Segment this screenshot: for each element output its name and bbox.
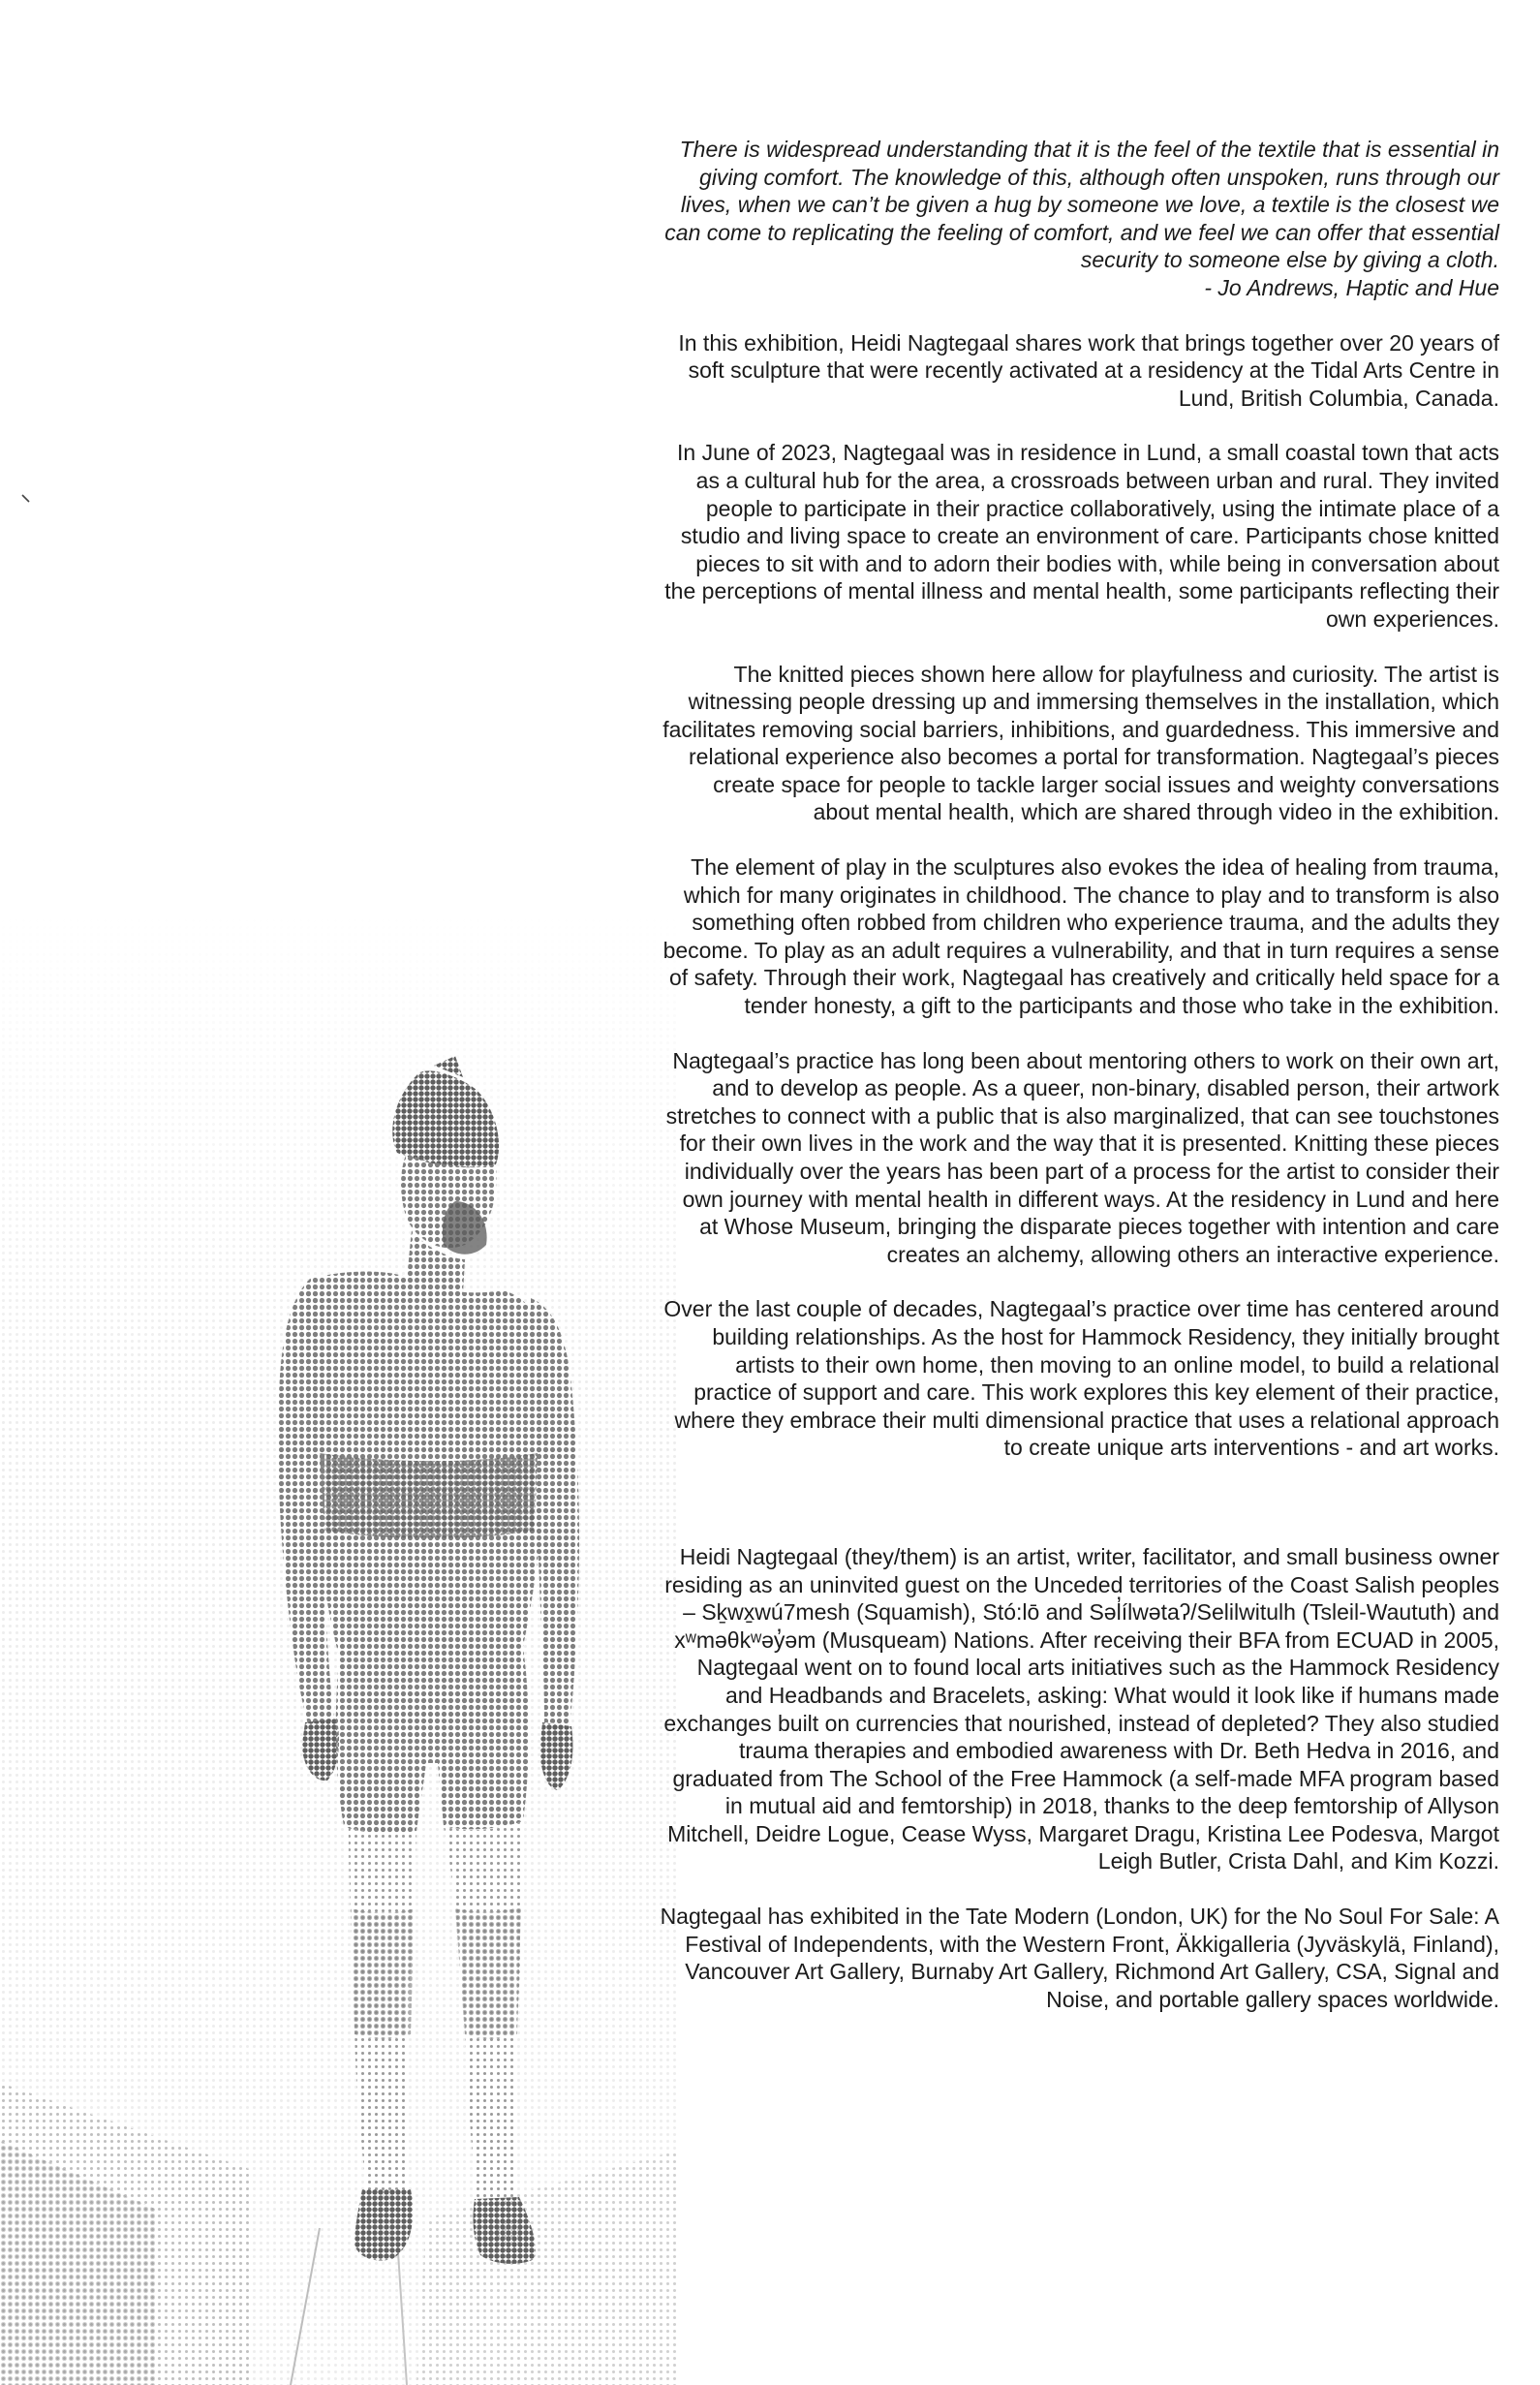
essay-text-column [659, 136, 1499, 2040]
quote-text: There is widespread understanding that it is the feel of the textile that is essential in giving comfort. The knowledge of this, although often unspoken, runs through our lives, when we can’t be given a hug by someone we love, a textile is the closest we can come to replicating the feeling of comfort, and we feel we can offer that essential security to someone else by giving a cloth. [664, 137, 1499, 273]
stray-mark [21, 494, 31, 504]
essay-paragraph: Nagtegaal’s practice has long been about mentoring others to work on their own art, and to develop as people. As a queer, non-binary, disabled person, their artwork stretches to connect with a public that is also marginalized, that can see touchstones for their own lives in the work and the way that it is presented. Knitting these pieces individually over the years has been part of a process for the artist to consider their own journey with mental health in different ways. At the residency in Lund and here at Whose Museum, bringing the disparate pieces together with intention and care creates an alchemy, allowing others an interactive experience. [665, 1047, 1499, 1267]
halftone-portrait-photo [0, 911, 678, 2385]
exhibition-history-paragraph: Nagtegaal has exhibited in the Tate Modern (London, UK) for the No Soul For Sale: A Festival of Independents, with the Western Front, Äkkigalleria (Jyväskylä, Finland), Vancouver Art Gallery, Burnaby Art Gallery, Richmond Art Gallery, CSA, Signal and Noise, and portable gallery spaces worldwide. [660, 1904, 1499, 2012]
essay-paragraph: The knitted pieces shown here allow for playfulness and curiosity. The artist is witnessing people dressing up and immersing themselves in the installation, which facilitates removing social barriers, inhibitions, and guardedness. This immersive and relational experience also becomes a portal for transformation. Nagtegaal’s pieces create space for people to tackle larger social issues and weighty conversations about mental health, which are shared through video in the exhibition. [662, 661, 1499, 825]
quote-attribution: - Jo Andrews, Haptic and Hue [1204, 274, 1499, 300]
section-spacer [659, 1489, 1499, 1543]
essay-paragraph: In June of 2023, Nagtegaal was in residence in Lund, a small coastal town that acts as a cultural hub for the area, a crossroads between urban and rural. They invited people to participate in their practice collaboratively, using the intimate place of a studio and living space to create an environment of care. Participants chose knitted pieces to sit with and to adorn their bodies with, while being in conversation about the perceptions of mental illness and mental health, some participants reflecting their own experiences. [664, 440, 1499, 632]
halftone-figure-image [0, 911, 678, 2385]
essay-paragraph: The element of play in the sculptures also evokes the idea of healing from trauma, which for many originates in childhood. The chance to play and to transform is also something often robbed from children who experience trauma, and the adults they become. To play as an adult requires a vulnerability, and that in turn requires a sense of safety. Through their work, Nagtegaal has creatively and critically held space for a tender honesty, a gift to the participants and those who take in the exhibition. [662, 854, 1499, 1019]
artist-bio-paragraph: Heidi Nagtegaal (they/them) is an artist, writer, facilitator, and small business owner residing as an uninvited guest on the Unceded territories of the Coast Salish peoples – Sḵwx̱wú7mesh (Squamish), Stó:lō and Səl̓ílwətaʔ/Selilwitulh (Tsleil-Waututh) and xʷməθkʷəy̓əm (Musqueam) Nations. After receiving their BFA from ECUAD in 2005, Nagtegaal went on to found local arts initiatives such as the Hammock Residency and Headbands and Bracelets, asking: What would it look like if humans made exchanges built on currencies that nourished, instead of depleted? They also studied trauma therapies and embodied awareness with Dr. Beth Hedva in 2016, and graduated from The School of the Free Hammock (a self-made MFA program based in mutual aid and femtorship) in 2018, thanks to the deep femtorship of Allyson Mitchell, Deidre Logue, Cease Wyss, Margaret Dragu, Kristina Lee Podesva, Margot Leigh Butler, Crista Dahl, and Kim Kozzi. [663, 1543, 1499, 1874]
epigraph-quote [659, 136, 1499, 302]
essay-paragraph: Over the last couple of decades, Nagtegaal’s practice over time has centered around building relationships. As the host for Hammock Residency, they initially brought artists to their own home, then moving to an online model, to build a relational practice of support and care. This work explores this key element of their practice, where they embrace their multi dimensional practice that uses a relational approach to create unique arts interventions - and art works. [663, 1296, 1499, 1461]
essay-paragraph: In this exhibition, Heidi Nagtegaal shares work that brings together over 20 years of soft sculpture that were recently activated at a residency at the Tidal Arts Centre in Lund, British Columbia, Canada. [678, 329, 1499, 411]
